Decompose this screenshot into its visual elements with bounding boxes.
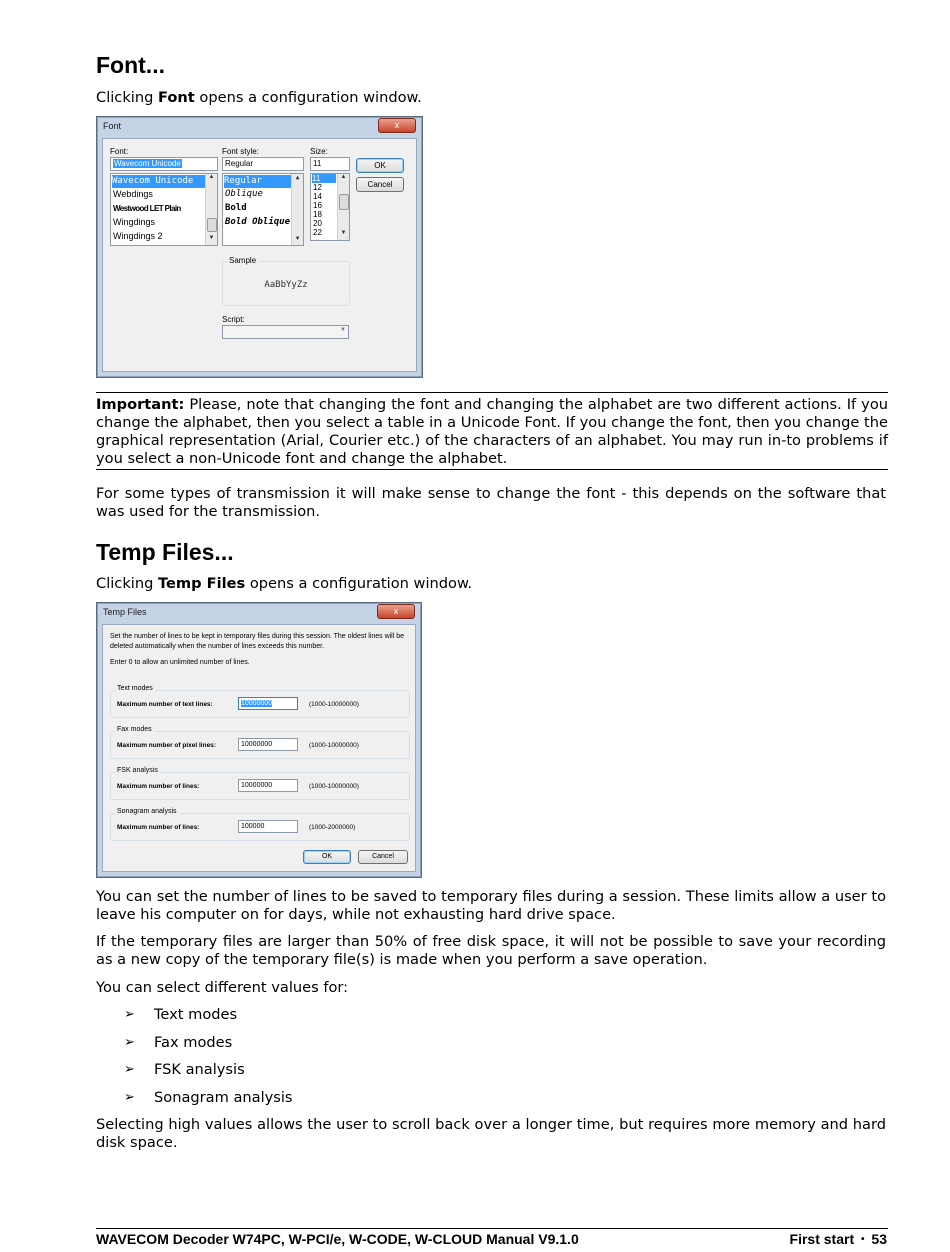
field-label: Maximum number of lines: — [117, 783, 200, 790]
font-size-input[interactable] — [310, 157, 350, 171]
font-dialog-titlebar — [97, 117, 422, 137]
field-label: Maximum number of text lines: — [117, 701, 213, 708]
font-size-item[interactable]: 22 — [313, 228, 322, 237]
font-label: Font: — [110, 147, 129, 156]
important-label: Important: — [96, 396, 185, 413]
arrow-bullet-icon: ➢ — [124, 1034, 135, 1050]
font-style-input[interactable] — [222, 157, 304, 171]
temp-dialog-titlebar — [97, 603, 421, 623]
scroll-down-icon[interactable]: ▼ — [340, 230, 347, 236]
temp-intro-prefix: Clicking — [96, 575, 158, 592]
footer-title: WAVECOM Decoder W74PC, W-PCI/e, W-CODE, W-CLOUD Manual V9.1.0 — [96, 1231, 579, 1247]
temp-dialog-body — [102, 624, 416, 872]
sample-text: AaBbYyZz — [264, 280, 308, 290]
font-intro-suffix: opens a configuration window. — [194, 89, 422, 106]
range-label: (1000-10000000) — [309, 783, 359, 790]
sample-label: Sample — [229, 256, 257, 265]
font-list-item[interactable]: Wingdings 2 — [113, 231, 163, 241]
fsk-lines-input[interactable]: 10000000 — [238, 779, 298, 792]
scroll-up-icon[interactable]: ▲ — [208, 174, 215, 180]
page-number: 53 — [871, 1231, 887, 1247]
field-label: Maximum number of pixel lines: — [117, 742, 216, 749]
scroll-thumb[interactable] — [339, 194, 349, 210]
footer-page-info — [790, 1231, 887, 1247]
arrow-bullet-icon: ➢ — [124, 1007, 135, 1022]
group-label: Fax modes — [117, 726, 152, 733]
section-heading-font: Font... — [96, 52, 165, 78]
text-lines-value: 10000000 — [241, 700, 273, 707]
important-text — [96, 396, 888, 468]
pixel-lines-input[interactable]: 10000000 — [238, 738, 298, 751]
font-intro-bold: Font — [157, 89, 195, 106]
font-name-input[interactable] — [110, 157, 218, 171]
font-intro — [96, 89, 886, 107]
close-icon[interactable]: x — [378, 118, 416, 133]
style-list-scrollbar[interactable] — [291, 174, 303, 245]
section-heading-temp-files: Temp Files... — [96, 539, 234, 565]
paragraph: You can set the number of lines to be saved to temporary files during a session. These limits allow a user to leave his computer on for days, while not exhausting hard drive space. — [96, 888, 886, 923]
ok-button[interactable]: OK — [303, 850, 351, 864]
temp-dialog-title: Temp Files — [103, 607, 147, 617]
group-fsk-analysis — [110, 767, 410, 800]
list-item-text: Text modes — [154, 1006, 238, 1023]
footer-rule — [96, 1228, 888, 1229]
arrow-bullet-icon: ➢ — [124, 1089, 135, 1105]
font-style-label: Font style: — [222, 147, 259, 156]
paragraph: If the temporary files are larger than 50% of free disk space, it will not be possible to save your recording as a new copy of the temporary file(s) is made when you perform a save operation. — [96, 933, 886, 968]
font-list-item[interactable]: Webdings — [113, 189, 153, 199]
font-size-item[interactable]: 11 — [312, 174, 336, 183]
font-style-item[interactable]: Oblique — [225, 189, 263, 199]
temp-intro — [96, 575, 886, 593]
font-size-item[interactable]: 20 — [313, 219, 322, 228]
scroll-thumb[interactable] — [207, 218, 217, 232]
font-style-list[interactable] — [222, 173, 304, 246]
sonagram-lines-input[interactable]: 100000 — [238, 820, 298, 833]
font-dialog-body — [102, 138, 417, 372]
cancel-button[interactable]: Cancel — [356, 177, 404, 192]
field-label: Maximum number of lines: — [117, 824, 200, 831]
group-label: Text modes — [117, 685, 153, 692]
font-size-item[interactable]: 18 — [313, 210, 322, 219]
font-size-value: 11 — [313, 159, 322, 168]
list-item-text: Fax modes — [154, 1033, 233, 1051]
group-sonagram-analysis — [110, 808, 410, 841]
footer-separator: • — [861, 1234, 865, 1245]
important-body: Please, note that changing the font and changing the alphabet are two different actions. If you change the alphabet, then you select a table in a Unicode Font. If you change the font, then you change the graphical representation (Arial, Courier etc.) of the characters of an alphabet. You may run in-to problems if you select a non-Unicode font and change the alphabet. — [96, 396, 888, 467]
font-size-item[interactable]: 14 — [313, 192, 322, 201]
text-lines-input[interactable] — [238, 697, 298, 710]
script-label: Script: — [222, 315, 245, 324]
font-intro-prefix: Clicking — [96, 89, 158, 106]
closing-paragraph: Selecting high values allows the user to scroll back over a longer time, but requires more memory and hard disk space. — [96, 1116, 886, 1151]
font-dialog-title: Font — [103, 121, 122, 131]
font-list-scrollbar[interactable] — [205, 174, 217, 245]
scroll-up-icon[interactable]: ▲ — [295, 174, 300, 181]
cancel-button[interactable]: Cancel — [358, 850, 408, 864]
list-item-text: FSK analysis — [154, 1061, 245, 1078]
group-text-modes — [110, 685, 410, 718]
script-select[interactable] — [222, 325, 349, 339]
font-style-item[interactable]: Regular — [224, 175, 291, 188]
arrow-bullet-icon: ➢ — [124, 1062, 135, 1077]
scroll-down-icon[interactable]: ▼ — [208, 235, 215, 241]
paragraph: You can select different values for: — [96, 979, 349, 996]
font-style-item[interactable]: Bold — [225, 203, 247, 213]
font-list-item[interactable]: Westwood LET Plain — [113, 204, 181, 213]
font-size-item[interactable]: 12 — [313, 183, 322, 192]
footer-section: First start — [789, 1231, 855, 1247]
group-label: FSK analysis — [117, 767, 158, 774]
temp-description: Set the number of lines to be kept in temporary files during this session. The oldest lines will be deleted automatically when the number of lines exceeds this number. — [110, 633, 405, 650]
temp-intro-suffix: opens a configuration window. — [245, 575, 473, 592]
font-dialog — [96, 116, 423, 378]
temp-files-dialog — [96, 602, 422, 878]
range-label: (1000-10000000) — [309, 742, 359, 749]
sample-group — [222, 256, 350, 306]
list-item-text: Sonagram analysis — [154, 1088, 293, 1106]
font-style-value: Regular — [225, 159, 254, 168]
font-list-item[interactable]: Wavecom Unicode — [112, 175, 205, 188]
font-name-list[interactable] — [110, 173, 218, 246]
ok-button[interactable]: OK — [356, 158, 404, 173]
font-note: For some types of transmission it will make sense to change the font - this depends on the software that was used for the transmission. — [96, 485, 886, 520]
group-fax-modes — [110, 726, 410, 759]
size-list-scrollbar[interactable] — [337, 174, 349, 240]
font-list-item[interactable]: Wingdings — [113, 217, 156, 227]
font-size-list[interactable] — [310, 173, 350, 241]
close-icon[interactable]: x — [377, 604, 415, 619]
range-label: (1000-2000000) — [309, 824, 356, 831]
chevron-down-icon[interactable]: ▼ — [340, 327, 346, 333]
scroll-up-icon[interactable]: ▲ — [340, 174, 347, 180]
font-style-item[interactable]: Bold Oblique — [225, 217, 291, 227]
range-label: (1000-10000000) — [309, 701, 359, 708]
group-label: Sonagram analysis — [117, 808, 177, 815]
font-size-label: Size: — [310, 147, 328, 156]
important-note — [96, 392, 888, 470]
font-size-item[interactable]: 16 — [313, 201, 322, 210]
scroll-down-icon[interactable]: ▼ — [295, 235, 300, 242]
font-name-value: Wavecom Unicode — [114, 159, 181, 168]
temp-intro-bold: Temp Files — [157, 575, 246, 592]
temp-unlimited-note: Enter 0 to allow an unlimited number of lines. — [110, 659, 250, 666]
